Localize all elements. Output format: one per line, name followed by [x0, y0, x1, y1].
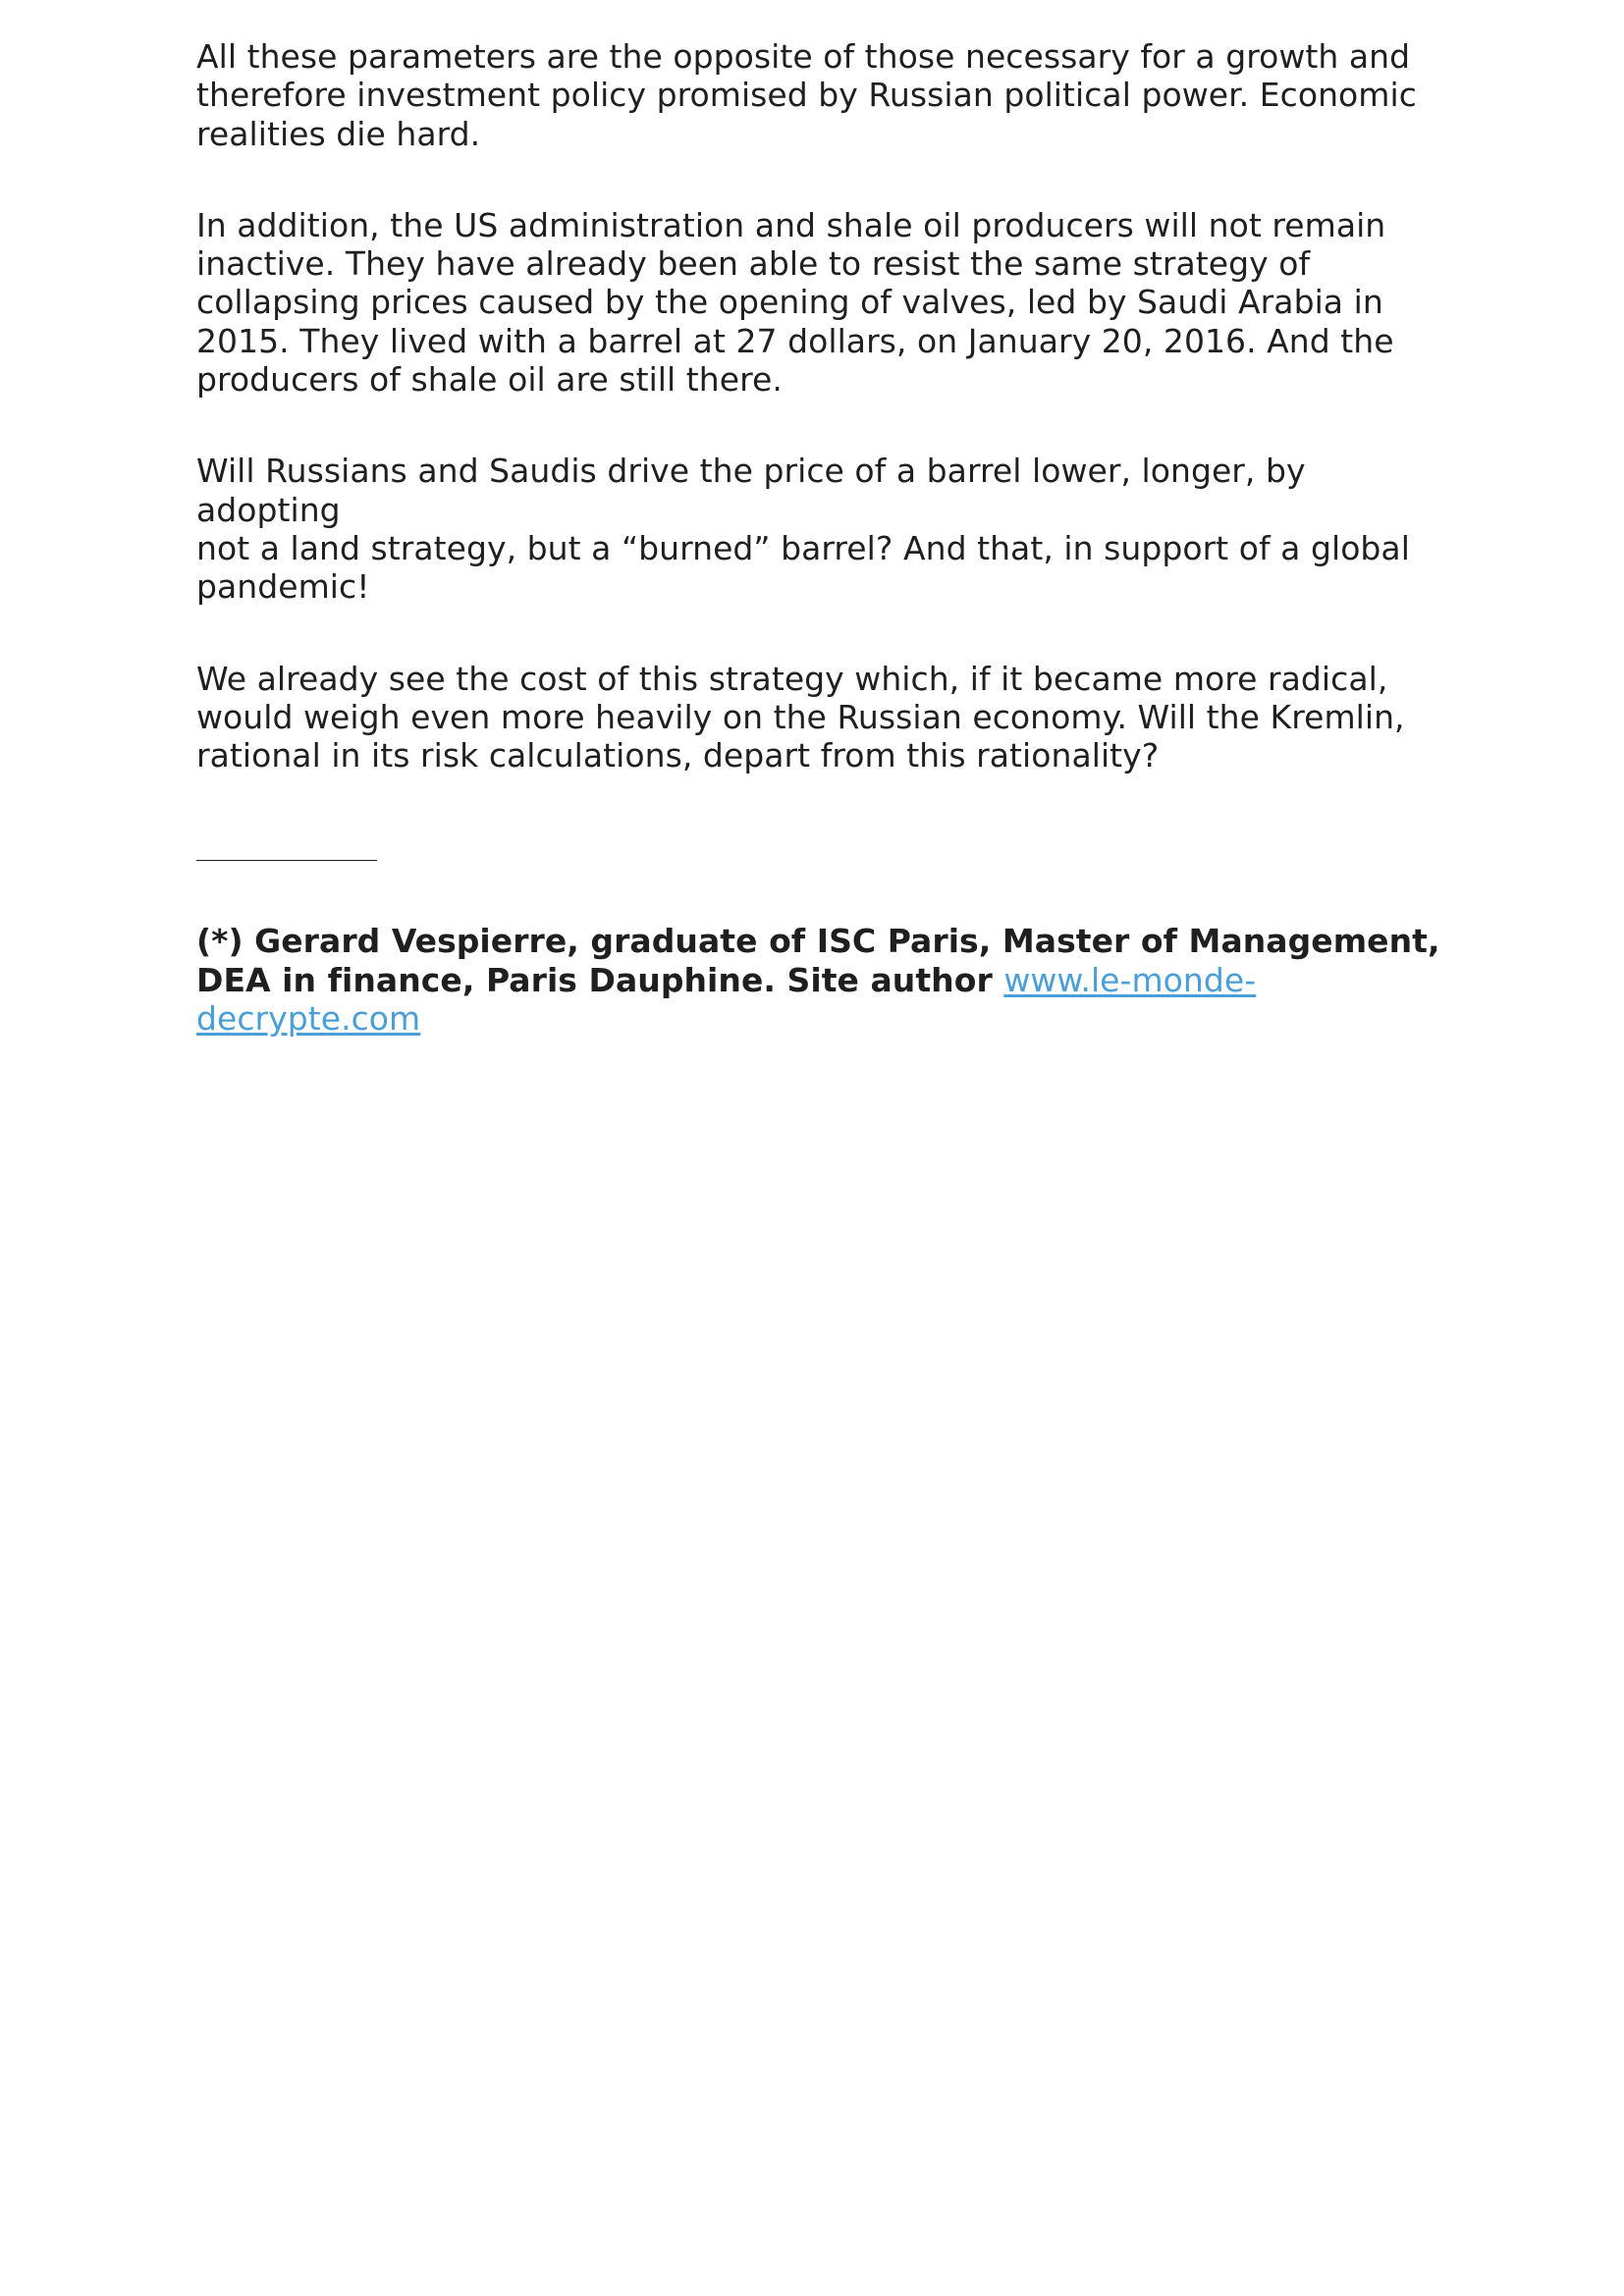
paragraph-strategy-cost: We already see the cost of this strategy which, if it became more radical, would weigh even more heavily on the Russian economy. Will the Kremlin, rational in its risk calculations, depart from this rationality? — [196, 659, 1405, 775]
spacer — [196, 866, 1453, 922]
paragraph-russians-saudis: Will Russians and Saudis drive the price of a barrel lower, longer, by adopting not a land strategy, but a “burned” barrel? And that, in support of a global pandemic! — [196, 452, 1410, 607]
footnote-separator — [196, 828, 1453, 866]
site-link-line2: decrypte.com — [196, 999, 421, 1039]
paragraph-parameters: All these parameters are the opposite of those necessary for a growth and therefore investment policy promised by Russian political power. Economic realities die hard. — [196, 37, 1417, 153]
paragraph-us-administration: In addition, the US administration and shale oil producers will not remain inactive. They have already been able to resist the same strategy of collapsing prices caused by the opening of valves, led by Saudi Arabia in 2015. They lived with a barrel at 27 dollars, on January 20, 2016. And the producers of shale oil are still there. — [196, 205, 1394, 400]
document-body — [196, 37, 1453, 1038]
author-footnote — [196, 922, 1453, 1038]
footnote-text: (*) Gerard Vespierre, graduate of ISC Paris, Master of Management, DEA in finance, Paris Dauphine. Site author — [196, 922, 1440, 999]
site-link-line1: www.le-monde- — [1003, 960, 1257, 999]
separator-line — [196, 860, 377, 861]
